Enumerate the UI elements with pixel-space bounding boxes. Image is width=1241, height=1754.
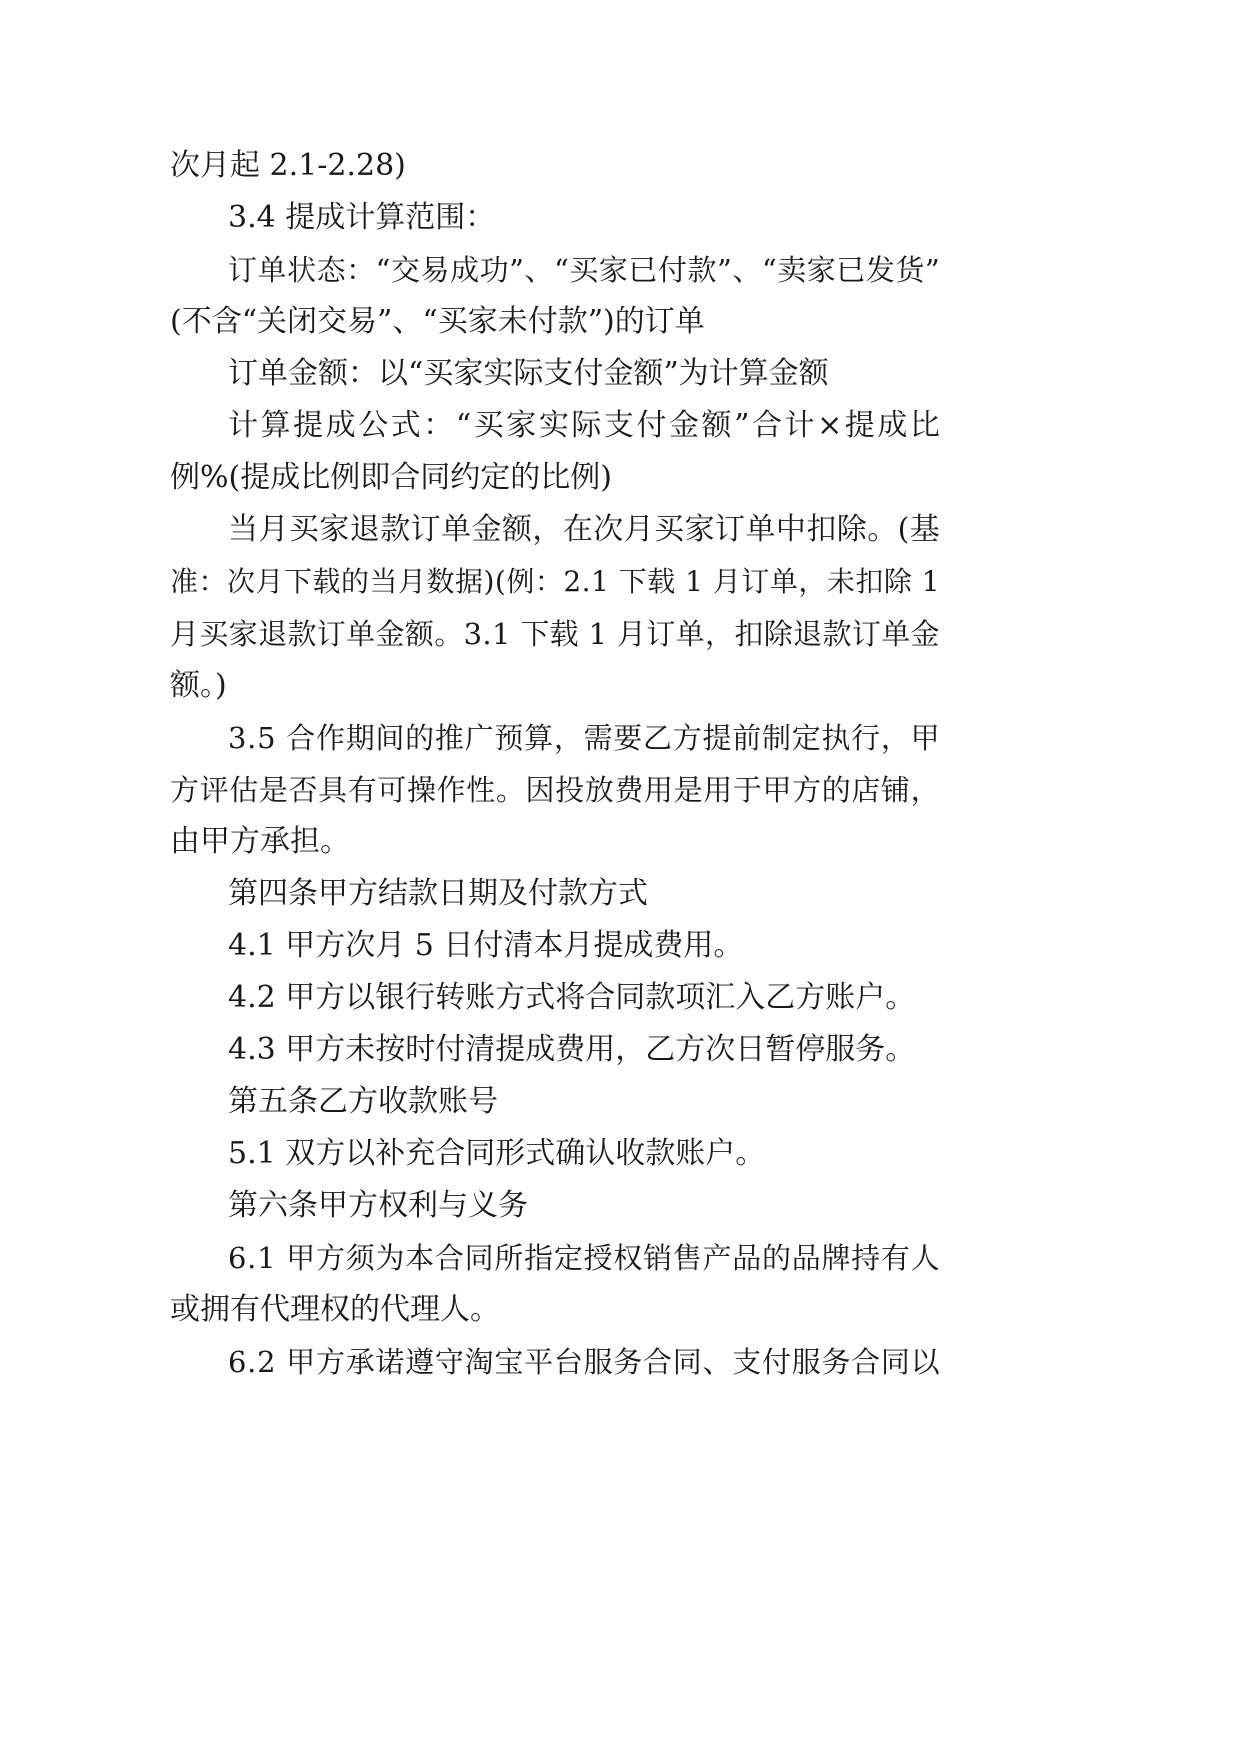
section-heading-5: 第五条乙方收款账号 [228,1084,498,1119]
text-line-3: 订 单 状 态 ： “ 交 易 成 功 ” 、 “ 买 家 已 付 款 ” 、 “ 卖 家 已 发 货 ” [228,253,940,287]
section-heading-6: 第六条甲方权利与义务 [228,1188,528,1223]
text-line-17: 4.2 甲方以银行转账方式将合同款项汇入乙方账户。 [228,980,916,1015]
text-line-23: 或拥有代理权的代理人。 [170,1292,500,1327]
text-line-16: 4.1 甲方次月 5 日付清本月提成费用。 [228,928,744,963]
text-line-1: 次月起 2.1-2.28) [170,148,406,183]
text-line-20: 5.1 双方以补充合同形式确认收款账户。 [228,1136,766,1171]
text-line-9: 准 ： 次 月 下 载 的 当 月 数 据 ) ( 例 ： 2 . 1 下 载 1 月 订 单 ， 未 扣 除 1 [170,565,940,598]
text-line-24: 6 . 2 甲 方 承 诺 遵 守 淘 宝 平 台 服 务 合 同 、 支 付 服 务 合 同 以 [228,1345,940,1379]
text-line-11: 额。) [170,668,227,703]
text-line-5: 订单金额：以“买家实际支付金额”为计算金额 [228,356,829,391]
text-line-6: 计 算 提 成 公 式 ： “ 买 家 实 际 支 付 金 额 ” 合 计 × 提 成 比 [228,408,940,443]
text-line-18: 4.3 甲方未按时付清提成费用，乙方次日暂停服务。 [228,1032,916,1067]
text-line-4: (不含“关闭交易”、“买家未付款”)的订单 [170,304,705,339]
text-line-12: 3 . 5 合 作 期 间 的 推 广 预 算 ， 需 要 乙 方 提 前 制 定 执 行 ， 甲 [228,721,940,755]
text-line-22: 6 . 1 甲 方 须 为 本 合 同 所 指 定 授 权 销 售 产 品 的 品 牌 持 有 人 [228,1241,940,1275]
text-line-13: 方 评 估 是 否 具 有 可 操 作 性 。 因 投 放 费 用 是 用 于 甲 方 的 店 铺 ， [170,773,940,807]
text-line-7: 例%(提成比例即合同约定的比例) [170,460,612,495]
text-line-14: 由甲方承担。 [170,824,350,859]
text-line-8: 当 月 买 家 退 款 订 单 金 额 ， 在 次 月 买 家 订 单 中 扣 除 。 ( 基 [228,512,940,547]
text-line-10: 月 买 家 退 款 订 单 金 额 。 3 . 1 下 载 1 月 订 单 ， 扣 除 退 款 订 单 金 [170,617,940,651]
text-line-2: 3.4 提成计算范围： [228,200,496,235]
section-heading-4: 第四条甲方结款日期及付款方式 [228,876,648,911]
